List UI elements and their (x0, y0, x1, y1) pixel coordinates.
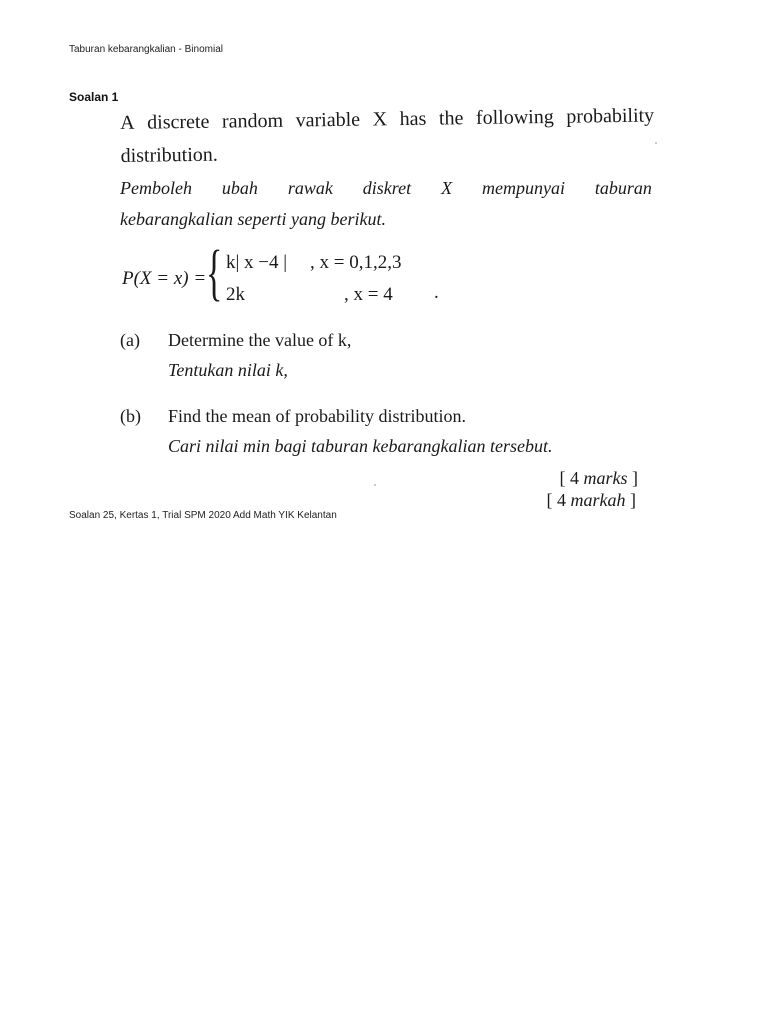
malay-word: rawak (287, 178, 333, 198)
marks-word: markah (570, 490, 626, 510)
malay-intro-row2: kebarangkalian seperti yang berikut. (120, 209, 386, 229)
part-english: Find the mean of probability distribution. (168, 406, 466, 426)
malay-word: mempunyai (482, 178, 565, 198)
marks-word: marks (583, 468, 628, 488)
scanned-question-image (120, 104, 660, 512)
marks-open: [ 4 (546, 490, 571, 510)
english-word: has (399, 107, 427, 131)
marks-close: ] (627, 468, 638, 488)
scan-speck (655, 142, 657, 144)
english-intro-row1 (120, 105, 654, 135)
english-word: following (475, 105, 554, 130)
formula-case1-condition: , x = 0,1,2,3 (310, 252, 402, 273)
formula-lhs (122, 268, 206, 290)
marks-malay (547, 490, 637, 511)
english-word: discrete (147, 110, 210, 134)
english-word: variable (295, 108, 361, 132)
probability-formula (122, 239, 452, 316)
question-title: Soalan 1 (69, 90, 119, 104)
english-word: random (221, 109, 284, 133)
marks-english (560, 468, 639, 489)
formula-lhs-rest: (X = x) = (133, 268, 207, 289)
part-malay: Tentukan nilai k, (168, 360, 288, 380)
part-label: (a) (120, 330, 140, 350)
formula-case2-expression: 2k (226, 284, 245, 305)
english-intro-row2: distribution. (120, 143, 218, 167)
english-intro (120, 105, 657, 168)
marks-close: ] (625, 490, 636, 510)
part-malay: Cari nilai min bagi taburan kebarangkalian tersebut. (168, 436, 553, 456)
malay-intro (120, 178, 656, 230)
formula-case2-condition: , x = 4 (344, 284, 393, 305)
formula-case1-expression: k| x −4 | (226, 252, 288, 273)
malay-word: Pemboleh (120, 178, 192, 198)
page-header: Taburan kebarangkalian - Binomial (69, 44, 223, 55)
english-word: X (372, 108, 388, 131)
english-word: probability (566, 104, 655, 128)
part-english: Determine the value of k, (168, 330, 352, 350)
english-word: the (438, 107, 464, 130)
malay-word: X (441, 178, 453, 198)
malay-word: taburan (594, 178, 652, 198)
scan-speck (374, 484, 376, 486)
malay-intro-row1 (120, 178, 652, 199)
english-word: A (120, 111, 135, 134)
formula-trailing-dot: . (434, 282, 439, 303)
source-note: Soalan 25, Kertas 1, Trial SPM 2020 Add Math YIK Kelantan (69, 510, 337, 521)
part-label: (b) (120, 406, 141, 426)
marks-open: [ 4 (559, 468, 584, 488)
formula-lhs-p: P (122, 268, 134, 289)
malay-word: ubah (221, 178, 258, 198)
malay-word: diskret (362, 178, 412, 198)
curly-brace-icon: { (206, 239, 223, 307)
